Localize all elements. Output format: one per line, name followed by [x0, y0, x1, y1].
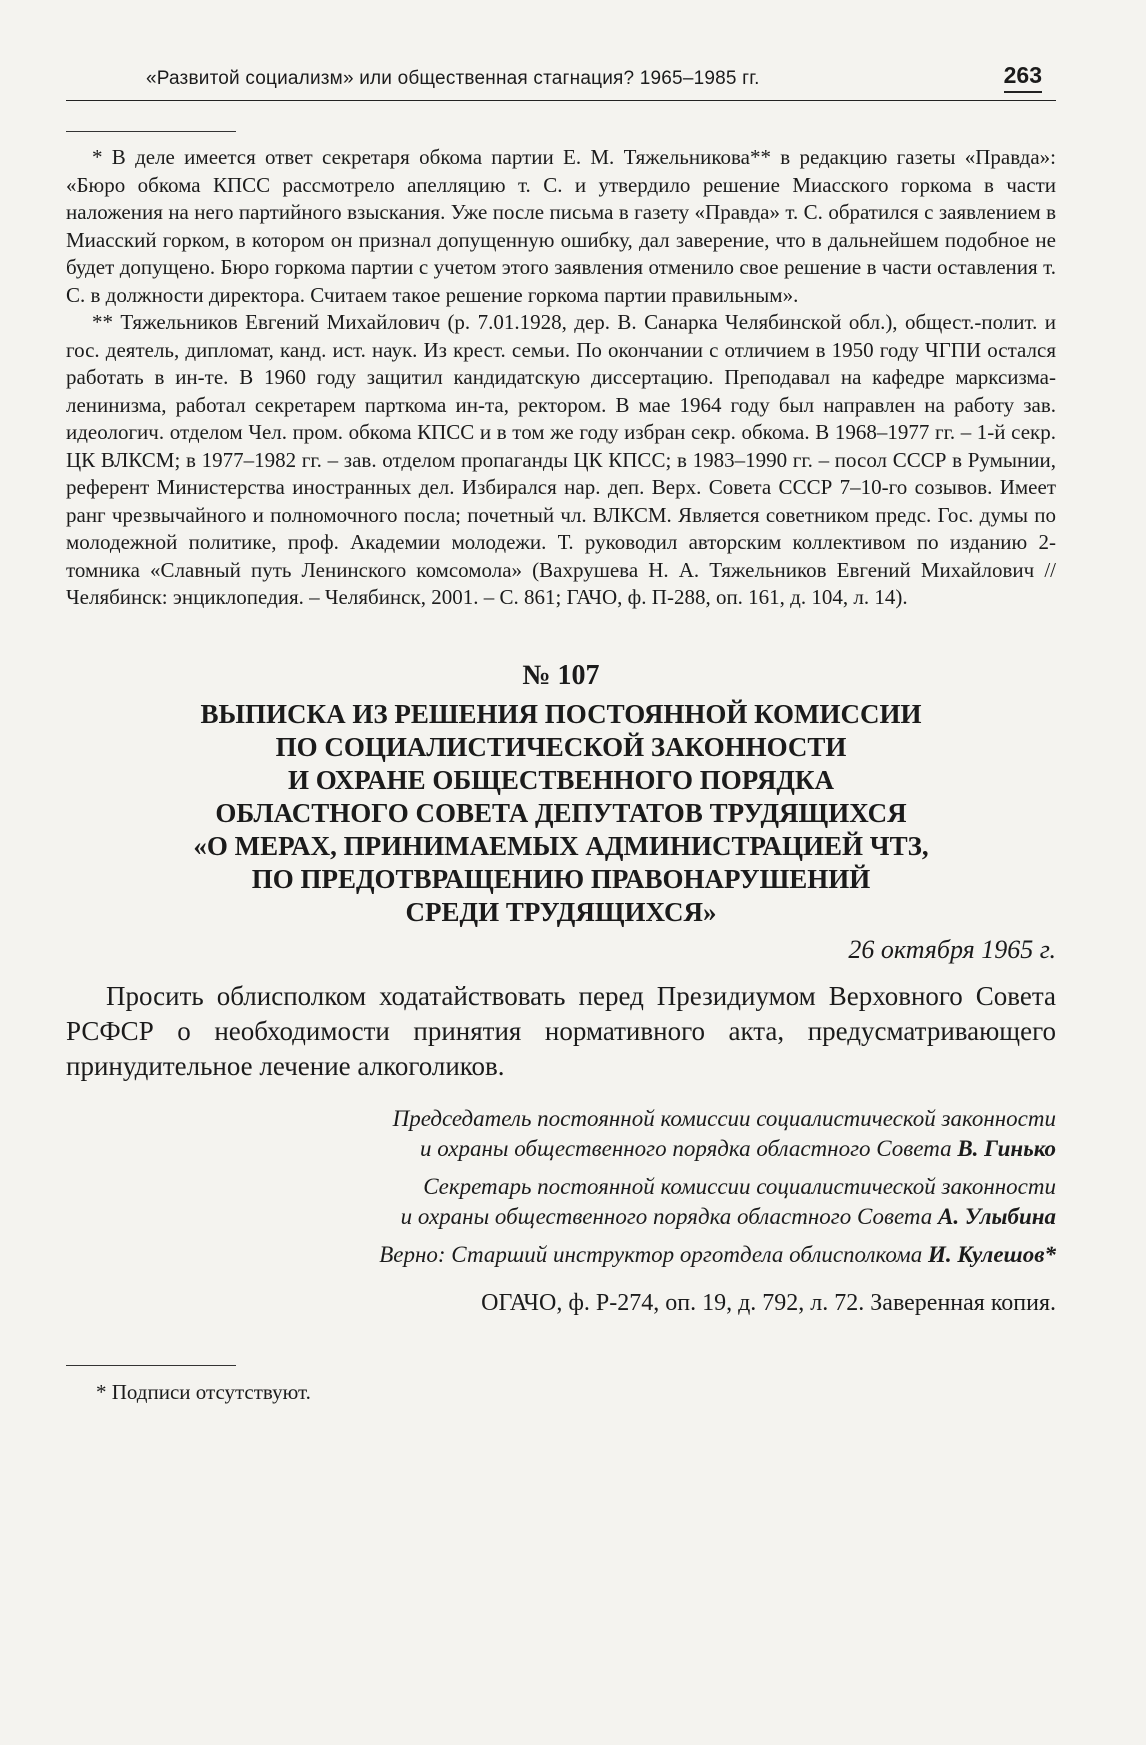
signature-secretary: [66, 1172, 1056, 1232]
document-title: [66, 698, 1056, 929]
running-header: [66, 40, 1056, 101]
signature-role: Председатель постоянной комиссии социалистической законности: [392, 1105, 1056, 1131]
signature-role: и охраны общественного порядка областного Совета: [400, 1203, 938, 1229]
page: [66, 40, 1056, 1405]
signature-certified: [66, 1240, 1056, 1270]
title-line: СРЕДИ ТРУДЯЩИХСЯ»: [405, 896, 717, 927]
bottom-footnote-separator: [66, 1365, 236, 1366]
footnote-2: ** Тяжельников Евгений Михайлович (р. 7.01.1928, дер. В. Санарка Челябинской обл.), общест.-полит. и гос. деятель, дипломат, канд. ист. наук. Из крест. семьи. По окончании с отличием в 1950 году ЧГПИ остался работать в ин-те. В 1960 году защитил кандидатскую диссертацию. Преподавал на кафедре марксизма-ленинизма, работал секретарем парткома ин-та, ректором. В мае 1964 году был направлен на работу зав. идеологич. отделом Чел. пром. обкома КПСС и в том же году избран секр. обкома. В 1968–1977 гг. – 1-й секр. ЦК ВЛКСМ; в 1977–1982 гг. – зав. отделом пропаганды ЦК КПСС; в 1983–1990 гг. – посол СССР в Румынии, референт Министерства иностранных дел. Избирался нар. деп. Верх. Совета СССР 7–10-го созывов. Имеет ранг чрезвычайного и полномочного посла; почетный чл. ВЛКСМ. Является советником предс. Гос. думы по молодежной политике, проф. Академии молодежи. Т. руководил авторским коллективом по изданию 2-томника «Славный путь Ленинского комсомола» (Вахрушева Н. А. Тяжельников Евгений Михайлович // Челябинск: энциклопедия. – Челябинск, 2001. – С. 861; ГАЧО, ф. П-288, оп. 161, д. 104, л. 14).: [66, 310, 1056, 609]
title-line: ВЫПИСКА ИЗ РЕШЕНИЯ ПОСТОЯННОЙ КОМИССИИ: [200, 698, 922, 729]
bottom-footnote: * Подписи отсутствуют.: [96, 1379, 311, 1404]
signature-role: и охраны общественного порядка областного Совета: [420, 1135, 958, 1161]
signature-chairman: [66, 1104, 1056, 1164]
archive-source: ОГАЧО, ф. Р-274, оп. 19, д. 792, л. 72. Заверенная копия.: [481, 1289, 1056, 1316]
signature-name: И. Кулешов*: [927, 1241, 1056, 1267]
title-line: И ОХРАНЕ ОБЩЕСТВЕННОГО ПОРЯДКА: [287, 764, 835, 795]
signature-role: Верно: Старший инструктор орготдела облисполкома: [379, 1241, 928, 1267]
document-date: 26 октября 1965 г.: [848, 934, 1056, 964]
footnote-separator: [66, 131, 236, 132]
signature-role: Секретарь постоянной комиссии социалистической законности: [423, 1173, 1056, 1199]
document-body: Просить облисполком ходатайствовать перед Президиумом Верховного Совета РСФСР о необходимости принятия нормативного акта, предусматривающего принудительное лечение алкоголиков.: [66, 980, 1056, 1081]
title-line: ОБЛАСТНОГО СОВЕТА ДЕПУТАТОВ ТРУДЯЩИХСЯ: [215, 797, 907, 828]
footnotes: [66, 144, 1056, 612]
page-number: 263: [1004, 62, 1042, 93]
signature-name: В. Гинько: [957, 1135, 1056, 1161]
footnote-1: * В деле имеется ответ секретаря обкома партии Е. М. Тяжельникова** в редакцию газеты «Правда»: «Бюро обкома КПСС рассмотрело апелляцию т. С. и утвердило решение Миасского горкома в части наложения на него партийного взыскания. Уже после письма в газету «Правда» т. С. обратился с заявлением в Миасский горком, в котором он признал допущенную ошибку, дал заверение, что в дальнейшем подобное не будет допущено. Бюро горкома партии с учетом этого заявления отменило свое решение в части оставления т. С. в должности директора. Считаем такое решение горкома партии правильным».: [66, 145, 1056, 307]
title-line: ПО СОЦИАЛИСТИЧЕСКОЙ ЗАКОННОСТИ: [275, 731, 847, 762]
running-title: «Развитой социализм» или общественная стагнация? 1965–1985 гг.: [146, 68, 760, 89]
signatures: [66, 1104, 1056, 1270]
title-line: ПО ПРЕДОТВРАЩЕНИЮ ПРАВОНАРУШЕНИЙ: [251, 863, 871, 894]
title-line: «О МЕРАХ, ПРИНИМАЕМЫХ АДМИНИСТРАЦИЕЙ ЧТЗ,: [193, 830, 929, 861]
document-number: № 107: [522, 659, 600, 691]
signature-name: А. Улыбина: [938, 1203, 1056, 1229]
